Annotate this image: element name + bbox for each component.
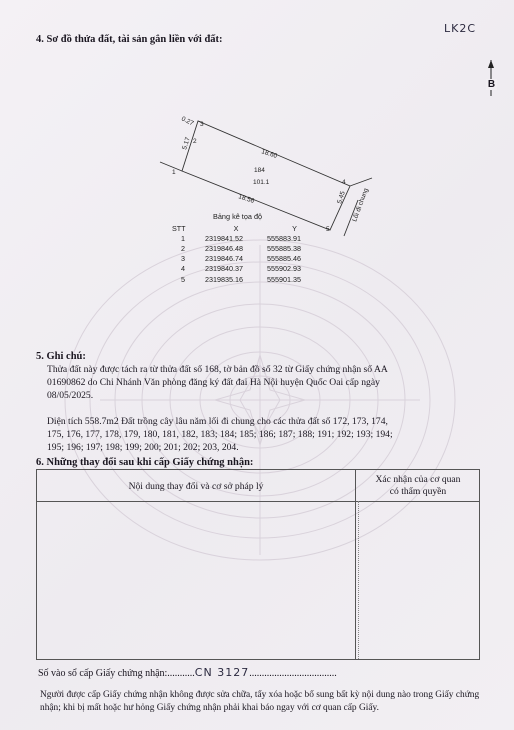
row-y: 555901.35: [267, 274, 301, 284]
section-4-title: 4. Sơ đồ thửa đất, tài sản gắn liền với đất:: [36, 34, 223, 45]
corner-code: LK2C: [444, 22, 477, 35]
header-x: X: [233, 223, 239, 233]
row-stt: 1: [181, 233, 185, 243]
edge-right-length: 5.45: [336, 190, 347, 205]
row-stt: 2: [181, 243, 185, 253]
footnote: Người được cấp Giấy chứng nhận không được sửa chữa, tẩy xóa hoặc bổ sung bất kỳ nội dung nào trong Giấy chứng nhận; khi bị mất hoặc hư hỏng Giấy chứng nhận phải khai báo ngay với cơ quan cấp Giấy.: [40, 690, 480, 713]
header-y: Y: [292, 223, 297, 233]
neighbor-line-left: [160, 162, 182, 171]
header-divider: [37, 501, 479, 502]
table-row: [172, 233, 322, 243]
parcel-map: [0, 0, 514, 260]
table-row: [172, 274, 322, 284]
row-stt: 4: [181, 264, 185, 274]
parcel-polygon: [182, 121, 350, 230]
register-trailing-dots: ...................................: [249, 668, 337, 679]
coord-table: [172, 223, 322, 284]
register-line: [38, 666, 337, 679]
changes-col2-header-line: Xác nhận của cơ quan: [375, 474, 461, 485]
road-label: Lối đi chung: [351, 187, 370, 223]
note-text: [47, 364, 487, 402]
note-line: Thửa đất này được tách ra từ thửa đất số 168, tờ bản đồ số 32 từ Giấy chứng nhận số AA: [47, 364, 388, 375]
area-note-text: [47, 416, 487, 454]
road-line-top: [350, 178, 372, 186]
row-x: 2319841.52: [205, 233, 243, 243]
edge-corner-length: 0.27: [180, 115, 195, 128]
row-stt: 5: [181, 274, 185, 284]
section-5-title: 5. Ghi chú:: [36, 351, 86, 362]
row-x: 2319840.37: [205, 264, 243, 274]
north-symbol: B: [487, 79, 496, 90]
row-y: 555885.46: [267, 254, 301, 264]
edge-top-length: 18.60: [260, 148, 279, 160]
table-row: [172, 264, 322, 274]
table-row: [172, 254, 322, 264]
edge-bottom-length: 18.56: [237, 193, 256, 205]
row-x: 2319846.48: [205, 243, 243, 253]
column-divider-dotted: [358, 501, 359, 659]
row-y: 555902.93: [267, 264, 301, 274]
parcel-area: 101.1: [253, 179, 270, 186]
coord-table-title: Bảng kê tọa độ: [213, 212, 263, 221]
coord-table-header: [172, 223, 322, 233]
table-row: [172, 243, 322, 253]
area-note-line: 195; 196; 197; 198; 199; 200; 201; 202; 203, 204.: [47, 441, 239, 453]
header-stt: STT: [172, 223, 186, 233]
changes-col2-header: [355, 474, 481, 498]
changes-col1-header: Nội dung thay đổi và cơ sở pháp lý: [128, 481, 264, 492]
parcel-number: 184: [254, 167, 265, 174]
row-stt: 3: [181, 254, 185, 264]
section-6-title: 6. Những thay đổi sau khi cấp Giấy chứng nhận:: [36, 457, 254, 468]
point-1-label: 1: [172, 169, 176, 176]
changes-col2-header-line: có thẩm quyền: [389, 486, 447, 497]
point-3-label: 3: [200, 121, 204, 128]
register-dots: ...........: [167, 668, 195, 679]
note-line: 08/05/2025.: [47, 389, 94, 401]
point-4-label: 4: [342, 179, 346, 186]
column-divider: [355, 470, 356, 659]
note-line: 01690862 do Chi Nhánh Văn phòng đăng ký đất đai Hà Nội huyện Quốc Oai cấp ngày: [47, 376, 380, 388]
row-x: 2319835.16: [205, 274, 243, 284]
row-y: 555885.38: [267, 243, 301, 253]
area-note-line: 175, 176, 177, 178, 179, 180, 181, 182, 183; 184; 185; 186; 187; 188; 191; 192; 193; 194;: [47, 428, 393, 440]
changes-table: [36, 469, 480, 660]
point-2-label: 2: [193, 138, 197, 145]
point-5-label: 5: [326, 226, 330, 233]
register-value: CN 3127: [194, 666, 250, 679]
edge-left-length: 5.17: [181, 136, 192, 151]
row-y: 555883.91: [267, 233, 301, 243]
row-x: 2319846.74: [205, 254, 243, 264]
register-label: Số vào sổ cấp Giấy chứng nhận:: [38, 668, 168, 679]
area-note-line: Diện tích 558.7m2 Đất trồng cây lâu năm lối đi chung cho các thửa đất số 172, 173, 174,: [47, 416, 388, 427]
